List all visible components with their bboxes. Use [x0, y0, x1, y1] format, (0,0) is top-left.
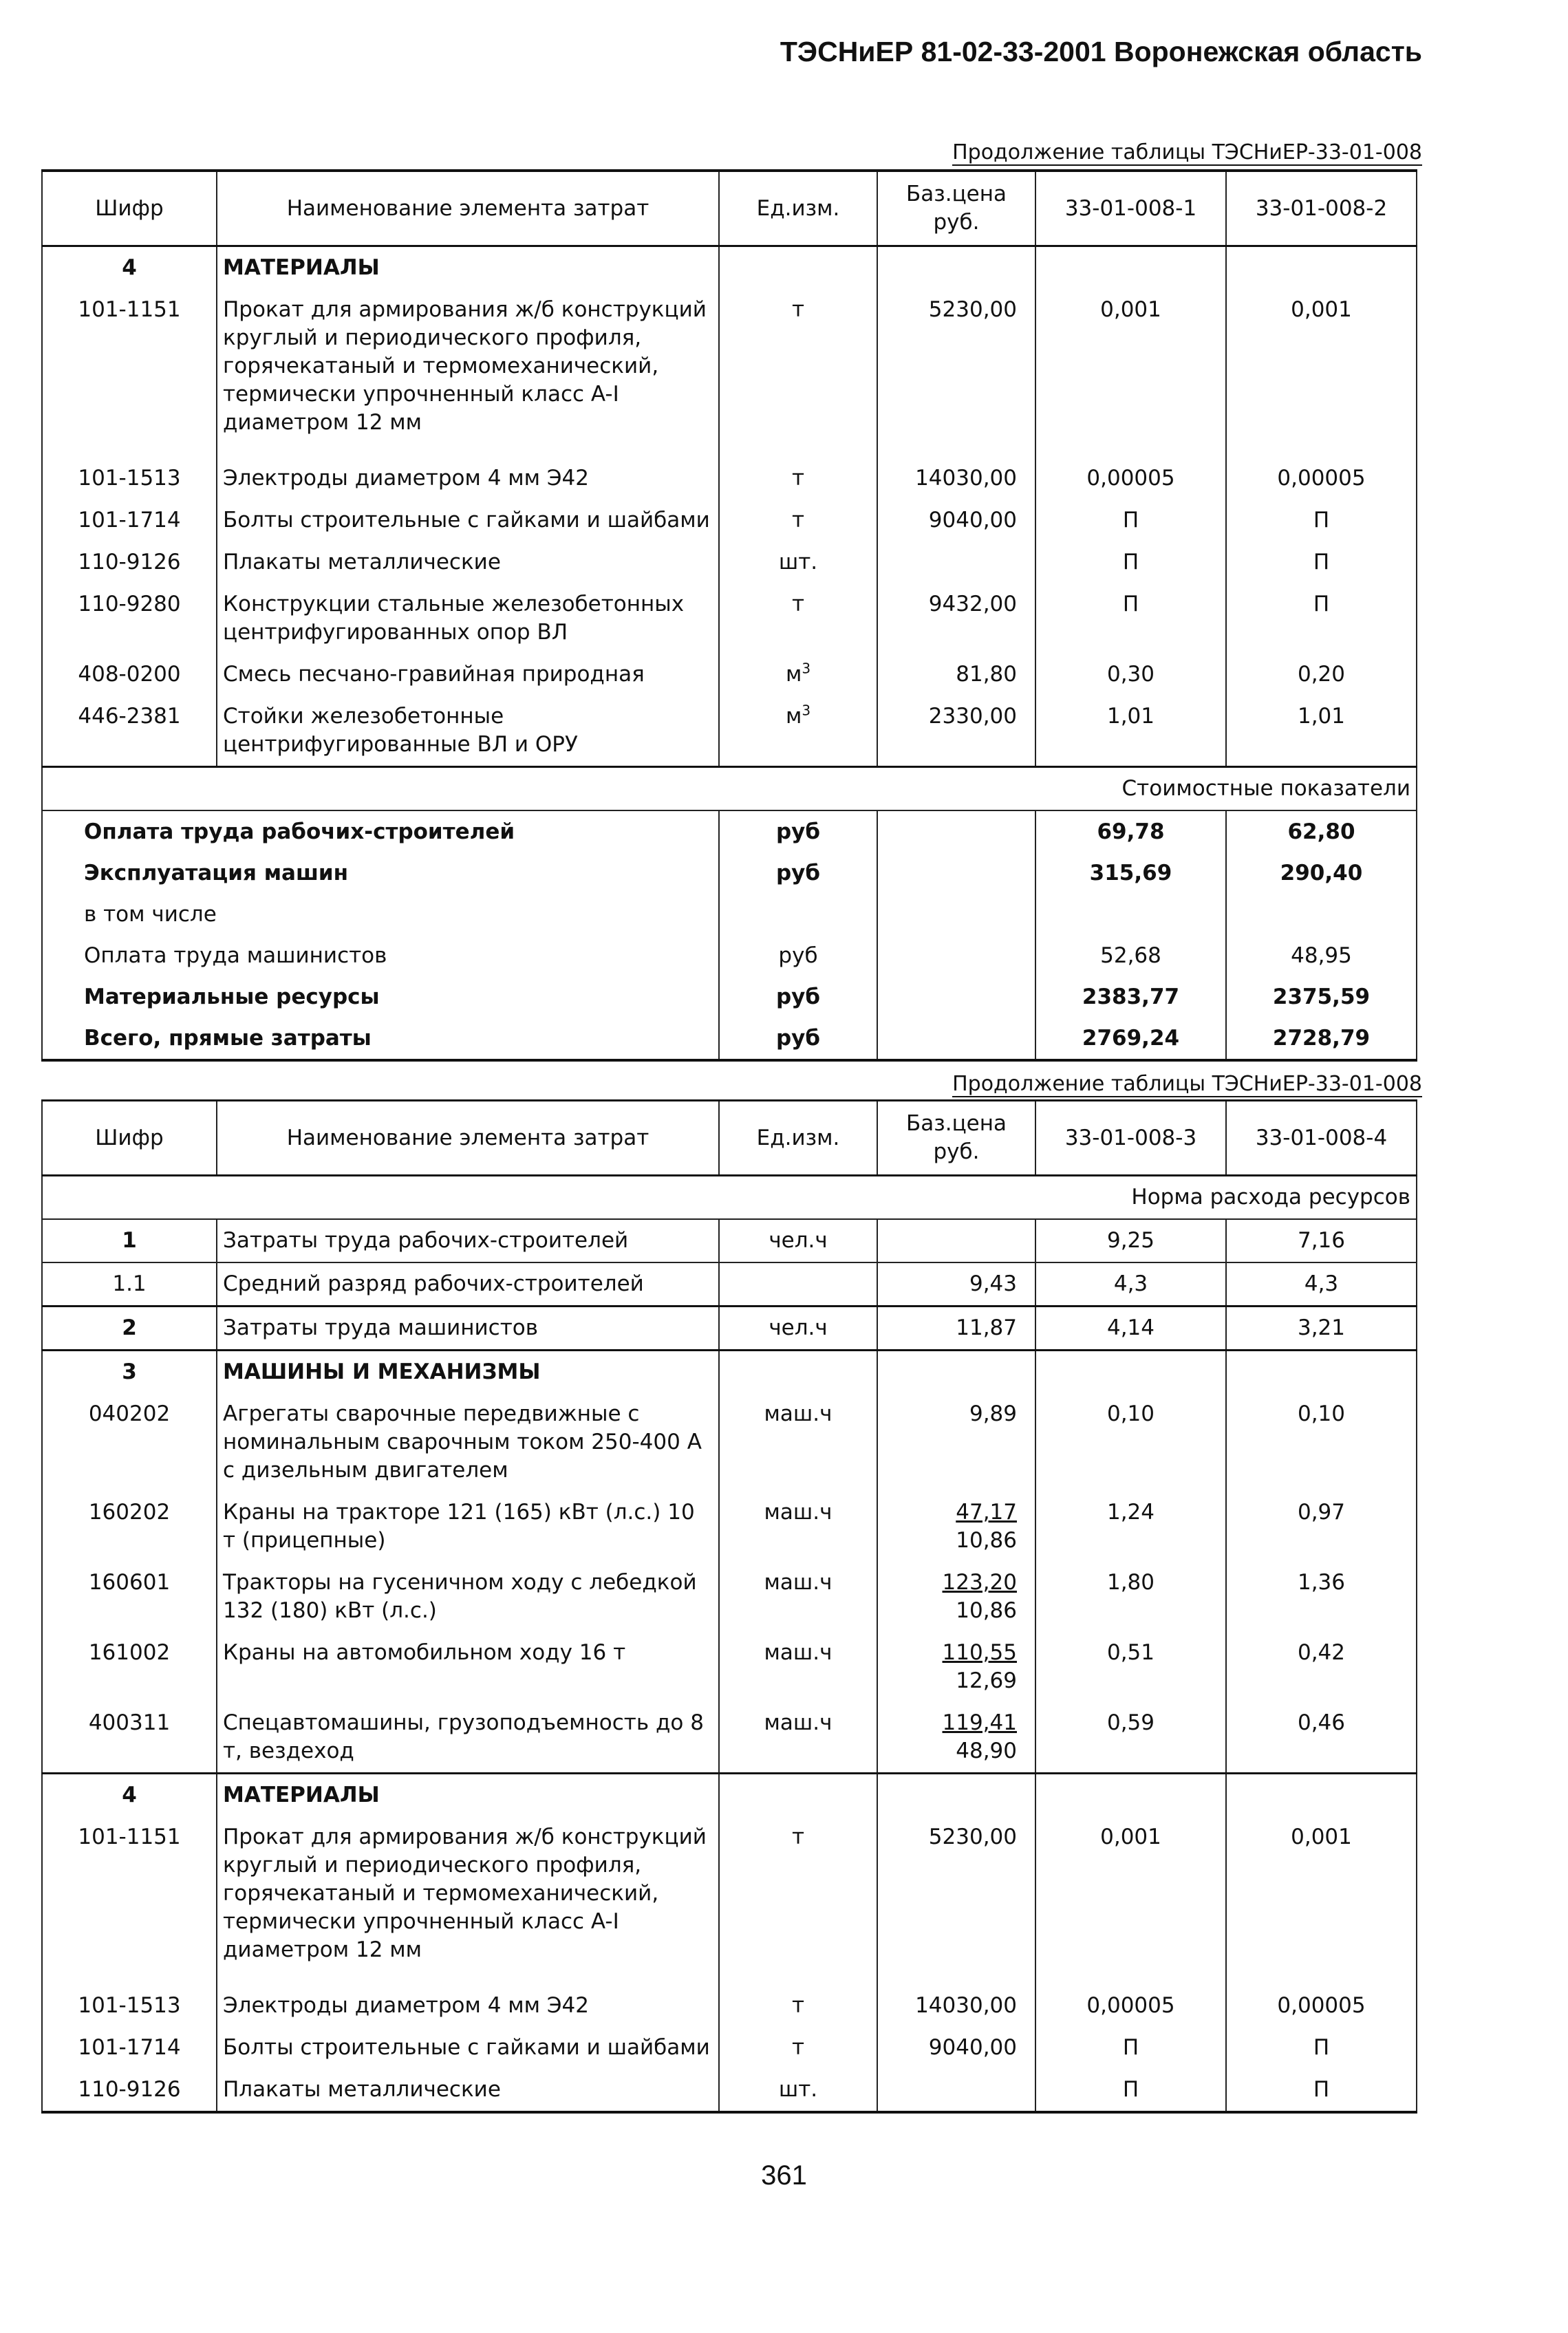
- norm-value-2: П: [1226, 2027, 1417, 2069]
- totals-value-2: 62,80: [1226, 810, 1417, 852]
- table-row: [42, 1985, 1417, 2027]
- resource-code: 110-9280: [42, 583, 217, 654]
- norm-value-2: 0,97: [1226, 1492, 1417, 1562]
- norm-value-1: 0,001: [1035, 1816, 1226, 1985]
- unit-text: маш.ч: [764, 1500, 833, 1525]
- unit-text: шт.: [778, 2077, 818, 2102]
- table1-header-row: [42, 171, 1417, 246]
- col-header-unit: Ед.изм.: [719, 171, 877, 246]
- norm-value-1: 1,24: [1035, 1492, 1226, 1562]
- table2-caption: Продолжение таблицы ТЭСНиЕР-33-01-008: [952, 1072, 1422, 1096]
- col-header-v2: 33-01-008-2: [1226, 171, 1417, 246]
- table-row: [42, 583, 1417, 654]
- resource-code: 110-9126: [42, 2069, 217, 2112]
- norm-value-2: 7,16: [1226, 1219, 1417, 1262]
- table-row: [42, 654, 1417, 696]
- resource-code: 101-1513: [42, 1985, 217, 2027]
- empty-cell: [719, 1351, 877, 1394]
- totals-label: Всего, прямые затраты: [42, 1018, 719, 1060]
- empty-cell: [877, 976, 1035, 1018]
- norm-value-1: П: [1035, 583, 1226, 654]
- cost-banner-row: [42, 767, 1417, 811]
- base-price: [877, 1562, 1035, 1632]
- base-price: [877, 541, 1035, 583]
- resource-code: 160601: [42, 1562, 217, 1632]
- resource-unit: [719, 654, 877, 696]
- resource-name: Затраты труда машинистов: [217, 1307, 719, 1351]
- norm-value-2: 0,20: [1226, 654, 1417, 696]
- norm-value-2: 1,01: [1226, 696, 1417, 767]
- resource-code: 161002: [42, 1632, 217, 1702]
- totals-value-1: 2383,77: [1035, 976, 1226, 1018]
- norm-banner-text: Норма расхода ресурсов: [1131, 1185, 1410, 1209]
- base-price: 9040,00: [877, 499, 1035, 541]
- section-code: 4: [42, 246, 217, 290]
- table-row: [42, 458, 1417, 499]
- section-row: [42, 1774, 1417, 1817]
- resource-unit: [719, 1219, 877, 1262]
- norm-value-2: 0,001: [1226, 1816, 1417, 1985]
- totals-value-1: [1035, 894, 1226, 935]
- table-row: [42, 541, 1417, 583]
- resource-unit: [719, 1262, 877, 1307]
- empty-cell: [1226, 246, 1417, 290]
- base-price: 5230,00: [877, 289, 1035, 458]
- unit-text: шт.: [778, 550, 818, 574]
- col-header-name: Наименование элемента затрат: [217, 171, 719, 246]
- totals-row: [42, 810, 1417, 852]
- base-price: 5230,00: [877, 1816, 1035, 1985]
- norm-banner-row: [42, 1176, 1417, 1220]
- totals-value-2: 2375,59: [1226, 976, 1417, 1018]
- totals-value-1: 69,78: [1035, 810, 1226, 852]
- empty-cell: [719, 1774, 877, 1817]
- empty-cell: [1226, 1351, 1417, 1394]
- unit-text: т: [791, 1993, 805, 2018]
- resource-unit: [719, 1632, 877, 1702]
- norm-value-2: 0,001: [1226, 289, 1417, 458]
- base-price-value: 110,55: [942, 1640, 1017, 1665]
- empty-cell: [719, 246, 877, 290]
- unit-text: т: [791, 1825, 805, 1849]
- totals-unit: руб: [719, 935, 877, 976]
- resource-name: Агрегаты сварочные передвижные с номинальным сварочным током 250-400 А с дизельным двигателем: [217, 1393, 719, 1492]
- unit-superscript: 3: [802, 702, 811, 719]
- page-header-title: ТЭСНиЕР 81-02-33-2001 Воронежская область: [780, 36, 1422, 67]
- section-title: МАШИНЫ И МЕХАНИЗМЫ: [217, 1351, 719, 1394]
- norm-value-1: 9,25: [1035, 1219, 1226, 1262]
- resource-name: Смесь песчано-гравийная природная: [217, 654, 719, 696]
- totals-unit: руб: [719, 810, 877, 852]
- norm-value-2: 0,00005: [1226, 1985, 1417, 2027]
- totals-value-1: 52,68: [1035, 935, 1226, 976]
- totals-label: Оплата труда машинистов: [42, 935, 719, 976]
- resource-unit: [719, 1393, 877, 1492]
- base-price: 9432,00: [877, 583, 1035, 654]
- norm-value-2: 0,42: [1226, 1632, 1417, 1702]
- totals-value-1: 315,69: [1035, 852, 1226, 894]
- totals-value-2: 2728,79: [1226, 1018, 1417, 1060]
- base-price: 11,87: [877, 1307, 1035, 1351]
- norm-value-2: П: [1226, 2069, 1417, 2112]
- norm-value-2: 4,3: [1226, 1262, 1417, 1307]
- norm-value-1: П: [1035, 2027, 1226, 2069]
- norm-value-2: 1,36: [1226, 1562, 1417, 1632]
- norm-value-1: 0,30: [1035, 654, 1226, 696]
- norm-value-1: 0,51: [1035, 1632, 1226, 1702]
- unit-text: м: [785, 704, 802, 729]
- resource-unit: [719, 541, 877, 583]
- resource-unit: [719, 2027, 877, 2069]
- base-price-value: 123,20: [942, 1570, 1017, 1595]
- empty-cell: [1226, 1774, 1417, 1817]
- table-row: [42, 499, 1417, 541]
- norm-value-2: П: [1226, 583, 1417, 654]
- section-code: 3: [42, 1351, 217, 1394]
- empty-cell: [877, 852, 1035, 894]
- totals-unit: руб: [719, 852, 877, 894]
- resource-unit: [719, 583, 877, 654]
- unit-superscript: 3: [802, 660, 811, 677]
- col-header-price: Баз.цена руб.: [877, 171, 1035, 246]
- norm-value-2: 3,21: [1226, 1307, 1417, 1351]
- unit-text: т: [791, 466, 805, 491]
- resource-name: Конструкции стальные железобетонных центрифугированных опор ВЛ: [217, 583, 719, 654]
- resource-unit: [719, 499, 877, 541]
- table-row: [42, 1262, 1417, 1307]
- norm-value-1: 4,14: [1035, 1307, 1226, 1351]
- base-price-value: 119,41: [942, 1710, 1017, 1735]
- base-price: 81,80: [877, 654, 1035, 696]
- col-header-name: Наименование элемента затрат: [217, 1101, 719, 1176]
- col-header-price: Баз.цена руб.: [877, 1101, 1035, 1176]
- table-row: [42, 289, 1417, 458]
- norm-value-2: 0,10: [1226, 1393, 1417, 1492]
- col-header-unit: Ед.изм.: [719, 1101, 877, 1176]
- base-price: [877, 1702, 1035, 1774]
- empty-cell: [1035, 1774, 1226, 1817]
- col-header-code: Шифр: [42, 171, 217, 246]
- resource-name: Плакаты металлические: [217, 541, 719, 583]
- totals-value-2: 290,40: [1226, 852, 1417, 894]
- table-row: [42, 1393, 1417, 1492]
- resource-code: 101-1151: [42, 289, 217, 458]
- norm-value-1: П: [1035, 499, 1226, 541]
- resource-code: 101-1513: [42, 458, 217, 499]
- resource-name: Прокат для армирования ж/б конструкций круглый и периодического профиля, горячекатаный и термомеханический, термически упрочненный класс A-I диаметром 12 мм: [217, 1816, 719, 1985]
- base-price: 2330,00: [877, 696, 1035, 767]
- machinist-wage-value: 48,90: [956, 1739, 1017, 1763]
- norm-value-1: 0,10: [1035, 1393, 1226, 1492]
- resource-code: 101-1714: [42, 499, 217, 541]
- resource-unit: [719, 289, 877, 458]
- resource-unit: [719, 1985, 877, 2027]
- unit-text: т: [791, 592, 805, 616]
- norm-value-2: 0,00005: [1226, 458, 1417, 499]
- machinist-wage-value: 12,69: [956, 1668, 1017, 1693]
- totals-unit: руб: [719, 976, 877, 1018]
- cost-banner: [42, 767, 1417, 811]
- empty-cell: [877, 1018, 1035, 1060]
- resource-unit: [719, 1702, 877, 1774]
- section-row: [42, 246, 1417, 290]
- cost-banner-text: Стоимостные показатели: [1121, 776, 1410, 801]
- col-header-v2: 33-01-008-4: [1226, 1101, 1417, 1176]
- table-row: [42, 696, 1417, 767]
- table1: [41, 169, 1417, 1062]
- empty-cell: [877, 1351, 1035, 1394]
- resource-name: Краны на тракторе 121 (165) кВт (л.с.) 10 т (прицепные): [217, 1492, 719, 1562]
- base-price: [877, 1632, 1035, 1702]
- resource-name: Электроды диаметром 4 мм Э42: [217, 1985, 719, 2027]
- section-title: МАТЕРИАЛЫ: [217, 246, 719, 290]
- totals-unit: [719, 894, 877, 935]
- resource-code: 408-0200: [42, 654, 217, 696]
- resource-unit: [719, 2069, 877, 2112]
- empty-cell: [877, 894, 1035, 935]
- table-row: [42, 2069, 1417, 2112]
- resource-unit: [719, 1307, 877, 1351]
- resource-code: 1.1: [42, 1262, 217, 1307]
- resource-code: 1: [42, 1219, 217, 1262]
- unit-text: чел.ч: [769, 1315, 828, 1340]
- empty-cell: [1035, 246, 1226, 290]
- resource-unit: [719, 458, 877, 499]
- unit-text: м: [785, 662, 802, 687]
- section-title: МАТЕРИАЛЫ: [217, 1774, 719, 1817]
- resource-name: Затраты труда рабочих-строителей: [217, 1219, 719, 1262]
- table-row: [42, 1816, 1417, 1985]
- empty-cell: [877, 246, 1035, 290]
- table2-header-row: [42, 1101, 1417, 1176]
- totals-row: [42, 935, 1417, 976]
- resource-code: 101-1714: [42, 2027, 217, 2069]
- table-row: [42, 1632, 1417, 1702]
- totals-value-1: 2769,24: [1035, 1018, 1226, 1060]
- totals-row: [42, 852, 1417, 894]
- totals-unit: руб: [719, 1018, 877, 1060]
- empty-cell: [877, 810, 1035, 852]
- totals-row: [42, 1018, 1417, 1060]
- norm-banner: [42, 1176, 1417, 1220]
- section-row: [42, 1351, 1417, 1394]
- base-price: [877, 1219, 1035, 1262]
- resource-name: Средний разряд рабочих-строителей: [217, 1262, 719, 1307]
- norm-value-1: 1,80: [1035, 1562, 1226, 1632]
- resource-name: Прокат для армирования ж/б конструкций круглый и периодического профиля, горячекатаный и термомеханический, термически упрочненный класс A-I диаметром 12 мм: [217, 289, 719, 458]
- base-price: 9040,00: [877, 2027, 1035, 2069]
- totals-row: [42, 894, 1417, 935]
- unit-text: чел.ч: [769, 1228, 828, 1253]
- totals-label: Эксплуатация машин: [42, 852, 719, 894]
- resource-name: Стойки железобетонные центрифугированные ВЛ и ОРУ: [217, 696, 719, 767]
- col-header-code: Шифр: [42, 1101, 217, 1176]
- resource-name: Болты строительные с гайками и шайбами: [217, 2027, 719, 2069]
- resource-unit: [719, 1562, 877, 1632]
- table-row: [42, 1307, 1417, 1351]
- table-row: [42, 1219, 1417, 1262]
- table-row: [42, 1702, 1417, 1774]
- totals-label: Оплата труда рабочих-строителей: [42, 810, 719, 852]
- machinist-wage-value: 10,86: [956, 1528, 1017, 1553]
- base-price: [877, 1492, 1035, 1562]
- resource-code: 040202: [42, 1393, 217, 1492]
- unit-text: маш.ч: [764, 1710, 833, 1735]
- norm-value-2: 0,46: [1226, 1702, 1417, 1774]
- resource-name: Электроды диаметром 4 мм Э42: [217, 458, 719, 499]
- table2: [41, 1099, 1417, 2114]
- unit-text: т: [791, 2035, 805, 2060]
- base-price-value: 47,17: [956, 1500, 1017, 1525]
- base-price: 9,43: [877, 1262, 1035, 1307]
- totals-row: [42, 976, 1417, 1018]
- unit-text: маш.ч: [764, 1570, 833, 1595]
- norm-value-1: 0,00005: [1035, 458, 1226, 499]
- resource-code: 110-9126: [42, 541, 217, 583]
- base-price: 14030,00: [877, 458, 1035, 499]
- table-row: [42, 2027, 1417, 2069]
- table1-caption: Продолжение таблицы ТЭСНиЕР-33-01-008: [952, 140, 1422, 164]
- resource-unit: [719, 1492, 877, 1562]
- norm-value-1: 0,59: [1035, 1702, 1226, 1774]
- resource-name: Краны на автомобильном ходу 16 т: [217, 1632, 719, 1702]
- resource-name: Плакаты металлические: [217, 2069, 719, 2112]
- machinist-wage-value: 10,86: [956, 1598, 1017, 1623]
- resource-code: 446-2381: [42, 696, 217, 767]
- totals-value-2: [1226, 894, 1417, 935]
- empty-cell: [877, 1774, 1035, 1817]
- base-price: 14030,00: [877, 1985, 1035, 2027]
- resource-code: 400311: [42, 1702, 217, 1774]
- totals-value-2: 48,95: [1226, 935, 1417, 976]
- empty-cell: [877, 935, 1035, 976]
- norm-value-1: 0,001: [1035, 289, 1226, 458]
- norm-value-1: 1,01: [1035, 696, 1226, 767]
- norm-value-1: 4,3: [1035, 1262, 1226, 1307]
- col-header-v1: 33-01-008-1: [1035, 171, 1226, 246]
- unit-text: т: [791, 508, 805, 533]
- resource-name: Спецавтомашины, грузоподъемность до 8 т, вездеход: [217, 1702, 719, 1774]
- resource-name: Тракторы на гусеничном ходу с лебедкой 132 (180) кВт (л.с.): [217, 1562, 719, 1632]
- table-row: [42, 1492, 1417, 1562]
- unit-text: маш.ч: [764, 1640, 833, 1665]
- resource-name: Болты строительные с гайками и шайбами: [217, 499, 719, 541]
- totals-label: в том числе: [42, 894, 719, 935]
- empty-cell: [1035, 1351, 1226, 1394]
- norm-value-2: П: [1226, 499, 1417, 541]
- norm-value-2: П: [1226, 541, 1417, 583]
- unit-text: т: [791, 297, 805, 322]
- base-price: 9,89: [877, 1393, 1035, 1492]
- resource-unit: [719, 696, 877, 767]
- page-number: 361: [761, 2160, 807, 2191]
- col-header-v1: 33-01-008-3: [1035, 1101, 1226, 1176]
- norm-value-1: П: [1035, 541, 1226, 583]
- totals-label: Материальные ресурсы: [42, 976, 719, 1018]
- resource-code: 101-1151: [42, 1816, 217, 1985]
- table-row: [42, 1562, 1417, 1632]
- resource-unit: [719, 1816, 877, 1985]
- resource-code: 160202: [42, 1492, 217, 1562]
- section-code: 4: [42, 1774, 217, 1817]
- resource-code: 2: [42, 1307, 217, 1351]
- base-price: [877, 2069, 1035, 2112]
- norm-value-1: 0,00005: [1035, 1985, 1226, 2027]
- unit-text: маш.ч: [764, 1401, 833, 1426]
- norm-value-1: П: [1035, 2069, 1226, 2112]
